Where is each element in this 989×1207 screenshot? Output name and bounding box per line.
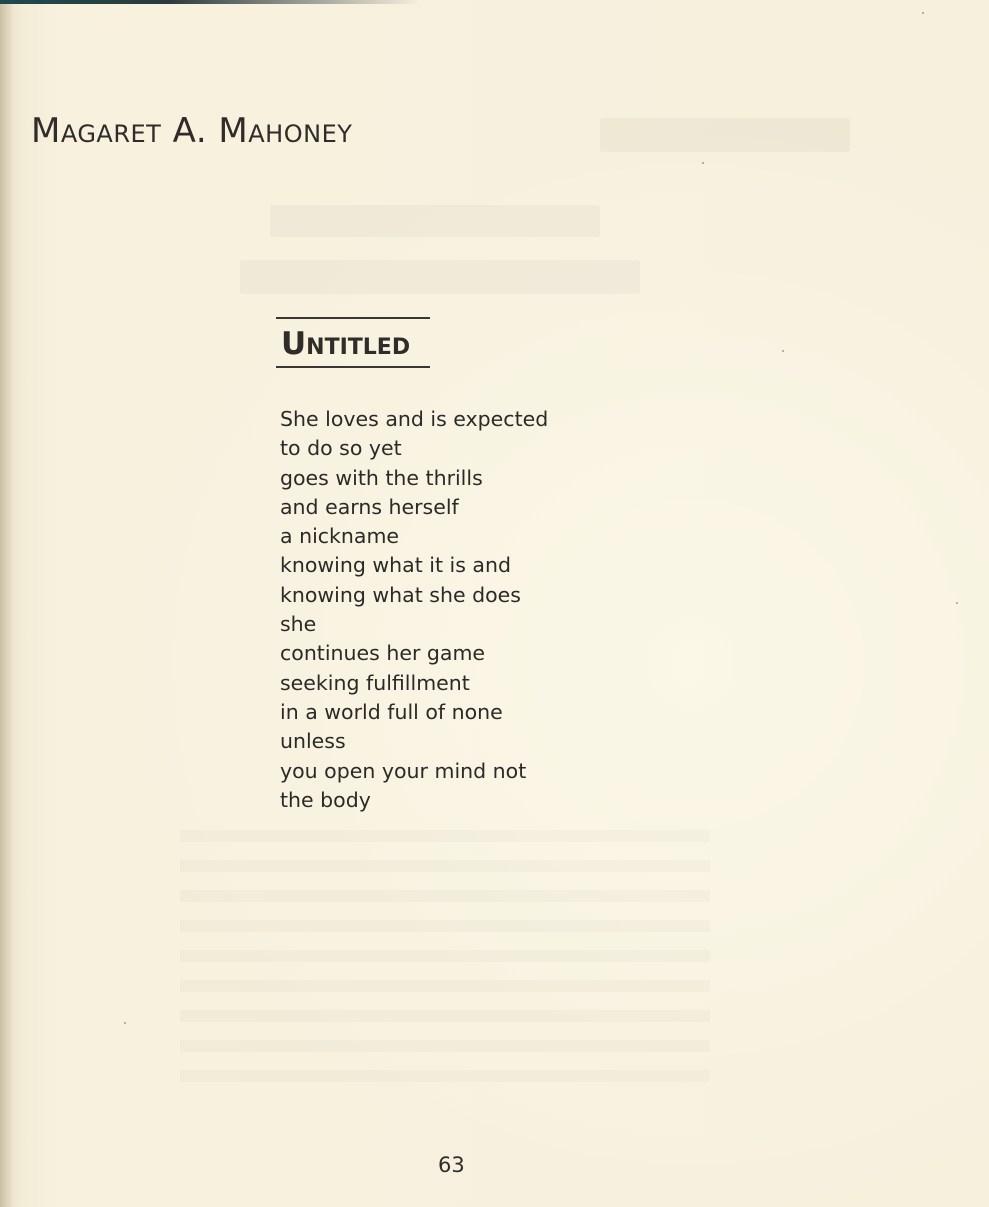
bleed-through-texture: [600, 118, 850, 152]
title-rule-bottom: [276, 366, 430, 368]
poem-line: to do so yet: [280, 436, 402, 461]
poem-line: knowing what she does: [280, 582, 521, 607]
poem-line: knowing what it is and: [280, 553, 511, 578]
paper-speck: [782, 350, 784, 352]
page-top-edge: [0, 0, 420, 4]
author-name: Magaret A. Mahoney: [31, 111, 353, 151]
poem-line: seeking fulfillment: [280, 670, 470, 695]
paper-speck: [922, 12, 924, 14]
poem-line: a nickname: [280, 524, 400, 549]
poem-line: she: [280, 612, 317, 637]
paper-speck: [124, 1022, 126, 1024]
poem-line: the body: [280, 787, 371, 812]
bleed-through-texture: [240, 260, 640, 294]
page-number: 63: [438, 1153, 465, 1177]
poem-line: and earns herself: [280, 494, 459, 519]
poem-line: unless: [280, 729, 346, 754]
paper-speck: [702, 162, 704, 164]
poem-line: continues her game: [280, 641, 486, 666]
poem-line: in a world full of none: [280, 699, 503, 724]
poem-line: you open your mind not: [280, 758, 527, 783]
poem-title-block: [276, 317, 430, 368]
bleed-through-texture: [270, 205, 600, 237]
paper-speck: [956, 602, 958, 604]
poem-body: [280, 405, 548, 815]
bleed-through-texture: [180, 830, 710, 1090]
binding-shadow: [0, 0, 14, 1207]
poem-line: She loves and is expected: [280, 407, 549, 431]
poem-line: goes with the thrills: [280, 465, 483, 490]
poem-title: Untitled: [281, 326, 411, 362]
